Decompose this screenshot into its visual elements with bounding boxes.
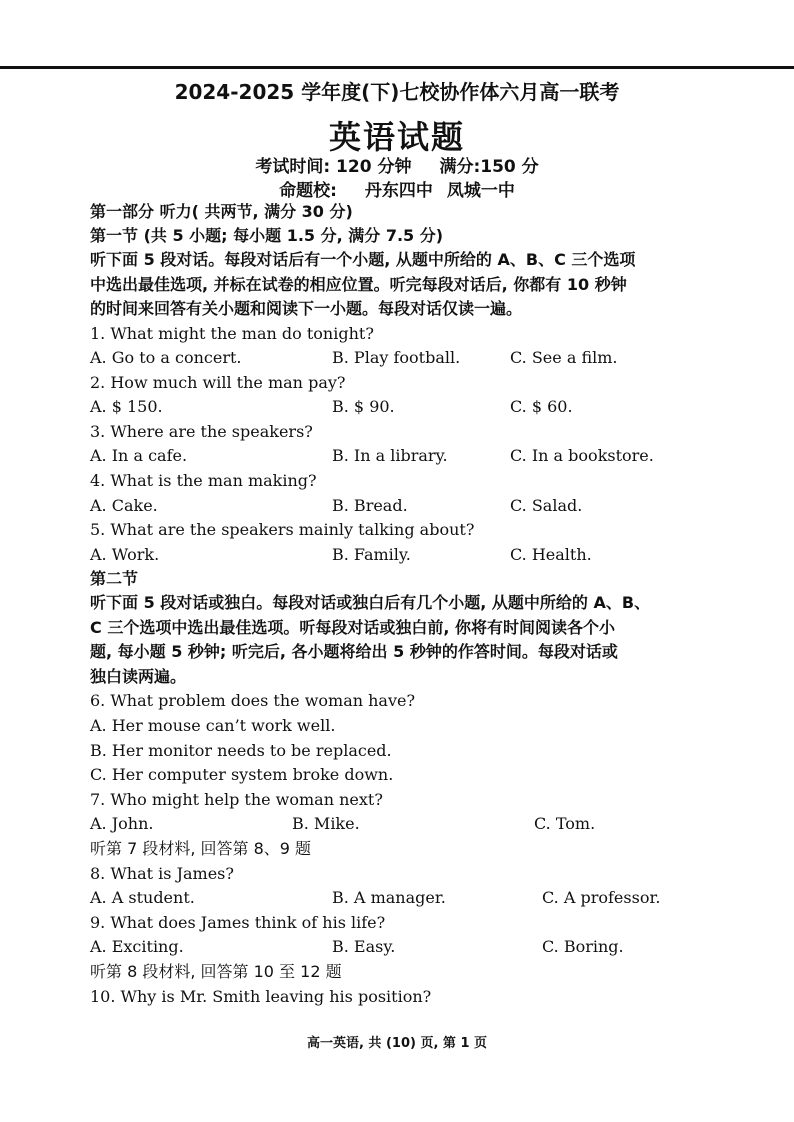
section1-instr-line: 的时间来回答有关小题和阅读下一小题。每段对话仅读一遍。 (90, 299, 523, 318)
option-b: B. Easy. (332, 937, 396, 957)
option-c: C. Boring. (542, 937, 624, 957)
exam-time: 考试时间: 120 分钟 (255, 157, 412, 177)
option-b: B. Her monitor needs to be replaced. (90, 740, 392, 760)
option-c: C. A professor. (542, 888, 661, 908)
option-c: C. In a bookstore. (510, 446, 654, 466)
question-9: 9. What does James think of his life? (90, 912, 386, 932)
section1-title: 第一节 (共 5 小题; 每小题 1.5 分, 满分 7.5 分) (90, 226, 444, 245)
question-1: 1. What might the man do tonight? (90, 323, 374, 343)
option-c: C. Her computer system broke down. (90, 765, 394, 785)
option-b: B. Play football. (332, 348, 461, 368)
question-6: 6. What problem does the woman have? (90, 691, 416, 711)
part1-title: 第一部分 听力( 共两节, 满分 30 分) (90, 202, 353, 221)
school-row (0, 176, 794, 201)
top-rule (0, 66, 794, 69)
section2-instr-line: 题, 每小题 5 秒钟; 听完后, 各小题将给出 5 秒钟的作答时间。每段对话或 (90, 642, 618, 662)
full-score: 满分:150 分 (439, 157, 539, 177)
exam-title: 英语试题 (328, 118, 465, 156)
option-a: A. Go to a concert. (90, 348, 242, 368)
option-b: B. In a library. (332, 446, 448, 466)
section2-title: 第二节 (90, 569, 139, 589)
question-2: 2. How much will the man pay? (90, 372, 346, 392)
options-5 (90, 543, 700, 568)
exam-body (90, 200, 700, 1009)
school-label: 命题校: (279, 181, 337, 201)
section1-instr-line: 听下面 5 段对话。每段对话后有一个小题, 从题中所给的 A、B、C 三个选项 (90, 250, 636, 269)
exam-subtitle: 2024-2025 学年度(下)七校协作体六月高一联考 (174, 80, 620, 104)
options-3 (90, 444, 700, 469)
options-4 (90, 494, 700, 519)
option-b: B. Mike. (292, 814, 360, 834)
section2-instr-line: C 三个选项中选出最佳选项。听每段对话或独白前, 你将有时间阅读各个小 (90, 617, 615, 637)
options-8 (90, 886, 700, 911)
options-9 (90, 935, 700, 960)
page-footer: 高一英语, 共 (10) 页, 第 1 页 (306, 1036, 488, 1051)
option-a: A. A student. (90, 888, 195, 908)
section2-instr-line: 听下面 5 段对话或独白。每段对话或独白后有几个小题, 从题中所给的 A、B、 (90, 593, 651, 613)
material-note-8: 听第 8 段材料, 回答第 10 至 12 题 (90, 961, 342, 981)
option-b: B. A manager. (332, 888, 446, 908)
option-a: A. Work. (90, 544, 160, 564)
question-3: 3. Where are the speakers? (90, 421, 313, 441)
option-a: A. $ 150. (90, 397, 163, 417)
option-a: A. Her mouse can’t work well. (90, 716, 336, 736)
option-c: C. Tom. (534, 814, 596, 834)
section2-instr-line: 独白读两遍。 (90, 666, 187, 686)
options-1 (90, 346, 700, 371)
school-2: 凤城一中 (446, 181, 515, 201)
option-b: B. Bread. (332, 495, 408, 515)
option-b: B. $ 90. (332, 397, 395, 417)
options-2 (90, 395, 700, 420)
option-c: C. Salad. (510, 495, 583, 515)
question-10: 10. Why is Mr. Smith leaving his position? (90, 986, 432, 1006)
school-1: 丹东四中 (364, 181, 433, 201)
question-5: 5. What are the speakers mainly talking about? (90, 520, 475, 540)
question-8: 8. What is James? (90, 863, 234, 883)
options-7 (90, 812, 700, 837)
question-7: 7. Who might help the woman next? (90, 789, 383, 809)
exam-time-row (0, 152, 794, 177)
question-4: 4. What is the man making? (90, 471, 317, 491)
option-a: A. Cake. (90, 495, 158, 515)
option-a: A. Exciting. (90, 937, 184, 957)
material-note-7: 听第 7 段材料, 回答第 8、9 题 (90, 839, 312, 858)
option-c: C. Health. (510, 544, 592, 564)
option-c: C. See a film. (510, 348, 618, 368)
option-b: B. Family. (332, 544, 411, 564)
option-c: C. $ 60. (510, 397, 573, 417)
option-a: A. In a cafe. (90, 446, 188, 466)
option-a: A. John. (90, 814, 154, 834)
section1-instr-line: 中选出最佳选项, 并标在试卷的相应位置。听完每段对话后, 你都有 10 秒钟 (90, 274, 627, 294)
